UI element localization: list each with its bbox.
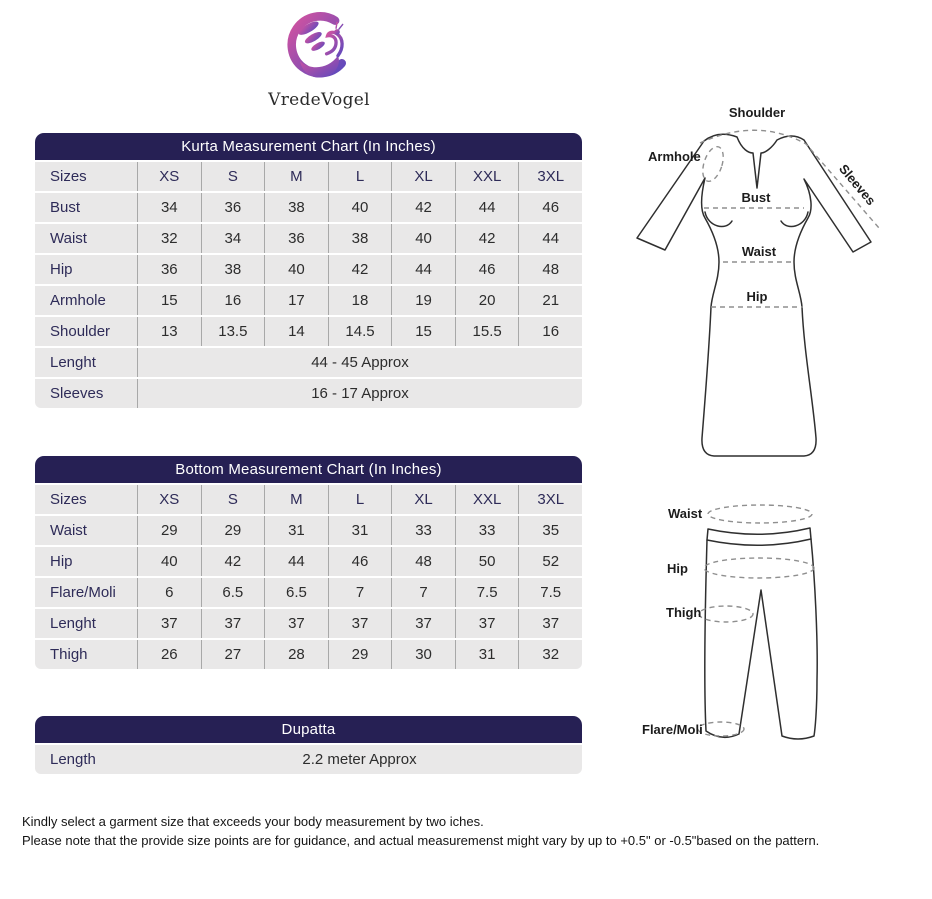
kurta-armhole-label: Armhole	[648, 149, 701, 164]
measurement-value: 14	[264, 317, 328, 346]
measurement-value: 44	[518, 224, 582, 253]
armhole-dashed-ellipse	[699, 144, 727, 184]
row-label: Thigh	[50, 646, 88, 663]
measurement-value: 40	[137, 547, 201, 576]
row-label: Lenght	[50, 354, 96, 371]
measurement-value: 37	[201, 609, 265, 638]
measurement-value: 46	[455, 255, 519, 284]
row-label: Length	[50, 751, 96, 768]
measurement-span-value: 16 - 17 Approx	[137, 379, 582, 408]
row-label: Waist	[50, 230, 87, 247]
measurement-value: 19	[391, 286, 455, 315]
measurement-span-value: 44 - 45 Approx	[137, 348, 582, 377]
row-label: Hip	[50, 261, 73, 278]
measurement-value: 14.5	[328, 317, 392, 346]
pants-flare-dashed-ellipse	[698, 722, 744, 736]
size-header-row	[35, 162, 582, 191]
dupatta-table-title: Dupatta	[35, 716, 582, 743]
row-label: Sizes	[50, 168, 87, 185]
pants-hip-label: Hip	[667, 561, 688, 576]
kurta-measurement-table	[35, 133, 582, 408]
measurement-value: 36	[201, 193, 265, 222]
size-column-header: XXL	[455, 485, 519, 514]
table-row	[35, 547, 582, 576]
measurement-value: 15	[137, 286, 201, 315]
measurement-value: 38	[264, 193, 328, 222]
row-label: Waist	[50, 522, 87, 539]
table-row	[35, 578, 582, 607]
measurement-value: 13.5	[201, 317, 265, 346]
size-column-header: XXL	[455, 162, 519, 191]
measurement-value: 28	[264, 640, 328, 669]
measurement-value: 7.5	[455, 578, 519, 607]
measurement-value: 44	[264, 547, 328, 576]
measurement-value: 29	[201, 516, 265, 545]
table-row	[35, 516, 582, 545]
kurta-table-title: Kurta Measurement Chart (In Inches)	[35, 133, 582, 160]
measurement-value: 20	[455, 286, 519, 315]
pants-waist-label: Waist	[668, 506, 703, 521]
measurement-value: 6.5	[201, 578, 265, 607]
table-row	[35, 224, 582, 253]
footnotes	[22, 812, 819, 850]
measurement-value: 52	[518, 547, 582, 576]
measurement-value: 13	[137, 317, 201, 346]
measurement-value: 37	[518, 609, 582, 638]
pants-waist-dashed-ellipse	[708, 505, 812, 523]
kurta-bust-label: Bust	[741, 190, 771, 205]
measurement-value: 26	[137, 640, 201, 669]
measurement-value: 15.5	[455, 317, 519, 346]
measurement-value: 33	[455, 516, 519, 545]
table-row	[35, 348, 582, 377]
size-column-header: M	[264, 485, 328, 514]
table-row	[35, 286, 582, 315]
pants-sketch	[620, 490, 932, 780]
measurement-value: 29	[328, 640, 392, 669]
size-column-header: L	[328, 162, 392, 191]
measurement-value: 15	[391, 317, 455, 346]
measurement-value: 36	[264, 224, 328, 253]
kurta-measurement-diagram	[620, 100, 932, 467]
measurement-value: 16	[518, 317, 582, 346]
measurement-value: 37	[455, 609, 519, 638]
measurement-value: 7.5	[518, 578, 582, 607]
measurement-value: 18	[328, 286, 392, 315]
measurement-value: 42	[201, 547, 265, 576]
measurement-value: 6	[137, 578, 201, 607]
table-row	[35, 317, 582, 346]
pants-thigh-label: Thigh	[666, 605, 702, 620]
measurement-value: 35	[518, 516, 582, 545]
table-row	[35, 609, 582, 638]
measurement-value: 38	[201, 255, 265, 284]
measurement-value: 36	[137, 255, 201, 284]
measurement-value: 7	[328, 578, 392, 607]
row-label: Flare/Moli	[50, 584, 116, 601]
row-label: Armhole	[50, 292, 106, 309]
kurta-hip-label: Hip	[746, 289, 768, 304]
measurement-value: 37	[328, 609, 392, 638]
size-column-header: XL	[391, 162, 455, 191]
bottom-table-title: Bottom Measurement Chart (In Inches)	[35, 456, 582, 483]
size-column-header: XS	[137, 162, 201, 191]
size-column-header: 3XL	[518, 162, 582, 191]
measurement-value: 48	[391, 547, 455, 576]
table-row	[35, 640, 582, 669]
measurement-value: 38	[328, 224, 392, 253]
measurement-value: 31	[455, 640, 519, 669]
measurement-value: 44	[391, 255, 455, 284]
measurement-value: 32	[137, 224, 201, 253]
row-label: Hip	[50, 553, 73, 570]
measurement-value: 40	[391, 224, 455, 253]
measurement-value: 29	[137, 516, 201, 545]
pants-hip-dashed-ellipse	[704, 558, 814, 578]
brand-name: VredeVogel	[268, 90, 370, 110]
size-column-header: S	[201, 162, 265, 191]
footnote-line-1: Kindly select a garment size that exceeds your body measurement by two iches.	[22, 814, 484, 829]
measurement-value: 6.5	[264, 578, 328, 607]
kurta-waist-label: Waist	[741, 244, 777, 259]
measurement-value: 7	[391, 578, 455, 607]
measurement-value: 16	[201, 286, 265, 315]
pants-thigh-dashed-ellipse	[699, 606, 753, 622]
measurement-value: 48	[518, 255, 582, 284]
measurement-value: 42	[455, 224, 519, 253]
size-column-header: 3XL	[518, 485, 582, 514]
row-label: Bust	[50, 199, 81, 216]
measurement-value: 34	[137, 193, 201, 222]
measurement-value: 30	[391, 640, 455, 669]
table-row	[35, 193, 582, 222]
measurement-value: 17	[264, 286, 328, 315]
brand-logo-icon	[283, 12, 355, 88]
size-header-row	[35, 485, 582, 514]
footnote-line-2: Please note that the provide size points are for guidance, and actual measuremenst might vary by up to +0.5" or -0.5"based on the pattern.	[22, 833, 820, 848]
size-column-header: M	[264, 162, 328, 191]
kurta-sleeves-label: Sleeves	[836, 161, 879, 209]
measurement-value: 42	[391, 193, 455, 222]
measurement-value: 37	[264, 609, 328, 638]
bottom-measurement-table	[35, 456, 582, 669]
row-label: Lenght	[50, 615, 96, 632]
brand-header	[254, 12, 384, 110]
table-row	[35, 379, 582, 408]
measurement-span-value: 2.2 meter Approx	[302, 751, 417, 768]
size-column-header: XL	[391, 485, 455, 514]
table-row	[35, 745, 582, 774]
measurement-value: 21	[518, 286, 582, 315]
measurement-value: 42	[328, 255, 392, 284]
measurement-value: 37	[137, 609, 201, 638]
measurement-value: 37	[391, 609, 455, 638]
measurement-value: 32	[518, 640, 582, 669]
row-label: Sleeves	[50, 385, 104, 402]
bottom-measurement-diagram	[620, 490, 932, 785]
measurement-value: 33	[391, 516, 455, 545]
kurta-shoulder-label: Shoulder	[728, 105, 786, 120]
measurement-value: 31	[264, 516, 328, 545]
measurement-value: 46	[518, 193, 582, 222]
table-row	[35, 255, 582, 284]
measurement-value: 40	[264, 255, 328, 284]
measurement-value: 46	[328, 547, 392, 576]
size-column-header: S	[201, 485, 265, 514]
measurement-value: 44	[455, 193, 519, 222]
measurement-value: 31	[328, 516, 392, 545]
size-column-header: XS	[137, 485, 201, 514]
measurement-value: 50	[455, 547, 519, 576]
pants-flare-label: Flare/Moli	[642, 722, 703, 737]
measurement-value: 40	[328, 193, 392, 222]
size-column-header: L	[328, 485, 392, 514]
measurement-value: 34	[201, 224, 265, 253]
dupatta-table	[35, 716, 582, 774]
row-label: Sizes	[50, 491, 87, 508]
row-label: Shoulder	[50, 323, 111, 340]
kurta-sketch	[620, 100, 932, 462]
measurement-value: 27	[201, 640, 265, 669]
